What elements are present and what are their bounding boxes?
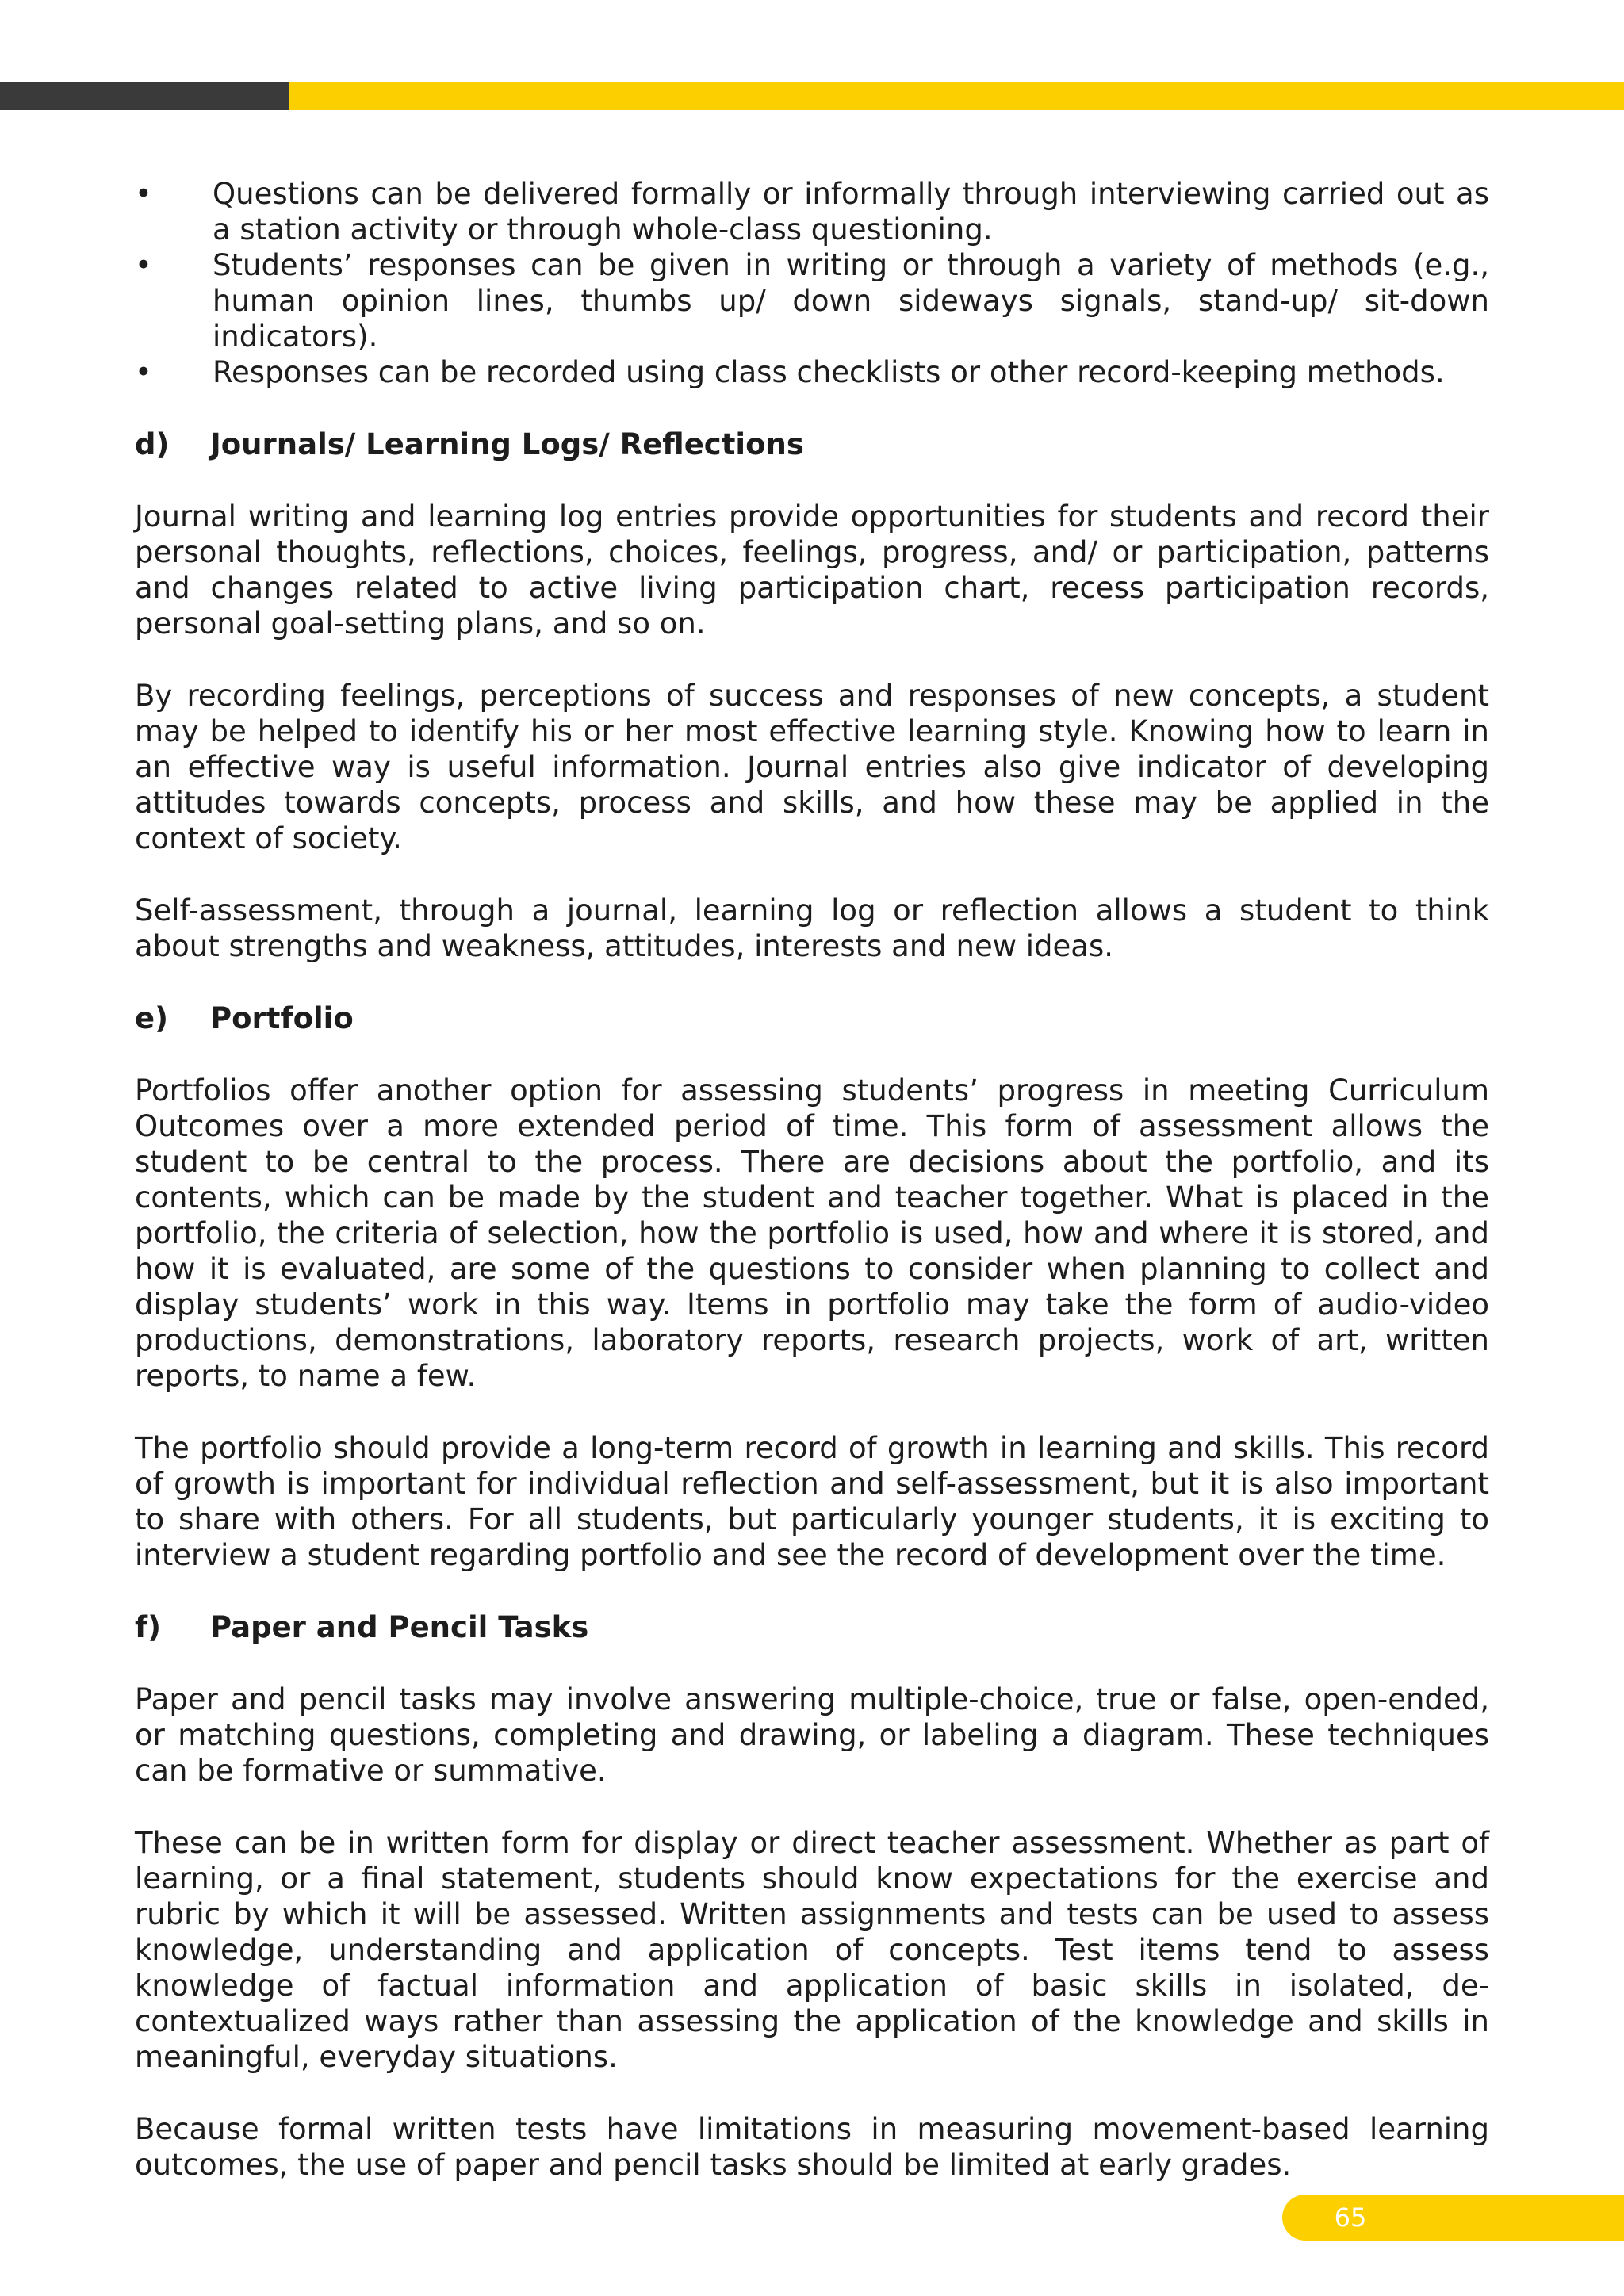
section-letter: e) <box>135 1001 169 1035</box>
section-heading-paper-pencil <box>135 1609 1489 1645</box>
page-number: 65 <box>1334 2202 1367 2233</box>
header-bar-dark <box>0 82 289 110</box>
section-letter: d) <box>135 427 170 461</box>
paragraph: Portfolios offer another option for assessing students’ progress in meeting Curriculum Outcomes over a more extended period of time. This form of assessment allows the student to be central to the process. There are decisions about the portfolio, and its contents, which can be made by the student and teacher together. What is placed in the portfolio, the criteria of selection, how the portfolio is used, how and where it is stored, and how it is evaluated, are some of the questions to consider when planning to collect and display students’ work in this way. Items in portfolio may take the form of audio-video productions, demonstrations, laboratory reports, research projects, work of art, written reports, to name a few. <box>135 1073 1489 1393</box>
paragraph: The portfolio should provide a long-term record of growth in learning and skills. This record of growth is important for individual reflection and self-assessment, but it is also important to share with others. For all students, but particularly younger students, it is exciting to interview a student regarding portfolio and see the record of development over the time. <box>135 1431 1489 1572</box>
section-heading-portfolio <box>135 1001 1489 1036</box>
page-content <box>135 176 1489 2183</box>
header-bar-accent <box>289 82 1624 110</box>
bullet-dot: • <box>135 355 152 389</box>
bullet-text: Questions can be delivered formally or informally through interviewing carried out as a station activity or through whole-class questioning. <box>213 177 1489 247</box>
section-heading-journals <box>135 427 1489 462</box>
section-letter: f) <box>135 1610 162 1644</box>
paragraph: By recording feelings, perceptions of success and responses of new concepts, a student may be helped to identify his or her most effective learning style. Knowing how to learn in an effective way is useful information. Journal entries also give indicator of developing attitudes towards concepts, process and skills, and how these may be applied in the context of society. <box>135 679 1489 855</box>
list-item <box>135 354 1489 390</box>
section-title: Journals/ Learning Logs/ Reflections <box>210 427 804 461</box>
list-item <box>135 176 1489 247</box>
paragraph: Because formal written tests have limitations in measuring movement-based learning outcomes, the use of paper and pencil tasks should be limited at early grades. <box>135 2112 1489 2182</box>
bullet-dot: • <box>135 248 152 282</box>
list-item <box>135 247 1489 354</box>
bullet-text: Students’ responses can be given in writing or through a variety of methods (e.g., human opinion lines, thumbs up/ down sideways signals, stand-up/ sit-down indicators). <box>213 248 1489 354</box>
bullet-list <box>135 176 1489 390</box>
bullet-text: Responses can be recorded using class checklists or other record-keeping methods. <box>213 355 1445 389</box>
section-title: Paper and Pencil Tasks <box>210 1610 589 1644</box>
paragraph: Self-assessment, through a journal, learning log or reflection allows a student to think about strengths and weakness, attitudes, interests and new ideas. <box>135 894 1489 963</box>
paragraph: Paper and pencil tasks may involve answering multiple-choice, true or false, open-ended, or matching questions, completing and drawing, or labeling a diagram. These techniques can be formative or summative. <box>135 1682 1489 1788</box>
section-title: Portfolio <box>210 1001 354 1035</box>
paragraph: Journal writing and learning log entries provide opportunities for students and record their personal thoughts, reflections, choices, feelings, progress, and/ or participation, patterns and changes related to active living participation chart, recess participation records, personal goal-setting plans, and so on. <box>135 499 1489 641</box>
bullet-dot: • <box>135 177 152 211</box>
paragraph: These can be in written form for display or direct teacher assessment. Whether as part of learning, or a final statement, students should know expectations for the exercise and rubric by which it will be assessed. Written assignments and tests can be used to assess knowledge, understanding and application of concepts. Test items tend to assess knowledge of factual information and application of basic skills in isolated, de-contextualized ways rather than assessing the application of the knowledge and skills in meaningful, everyday situations. <box>135 1826 1489 2074</box>
